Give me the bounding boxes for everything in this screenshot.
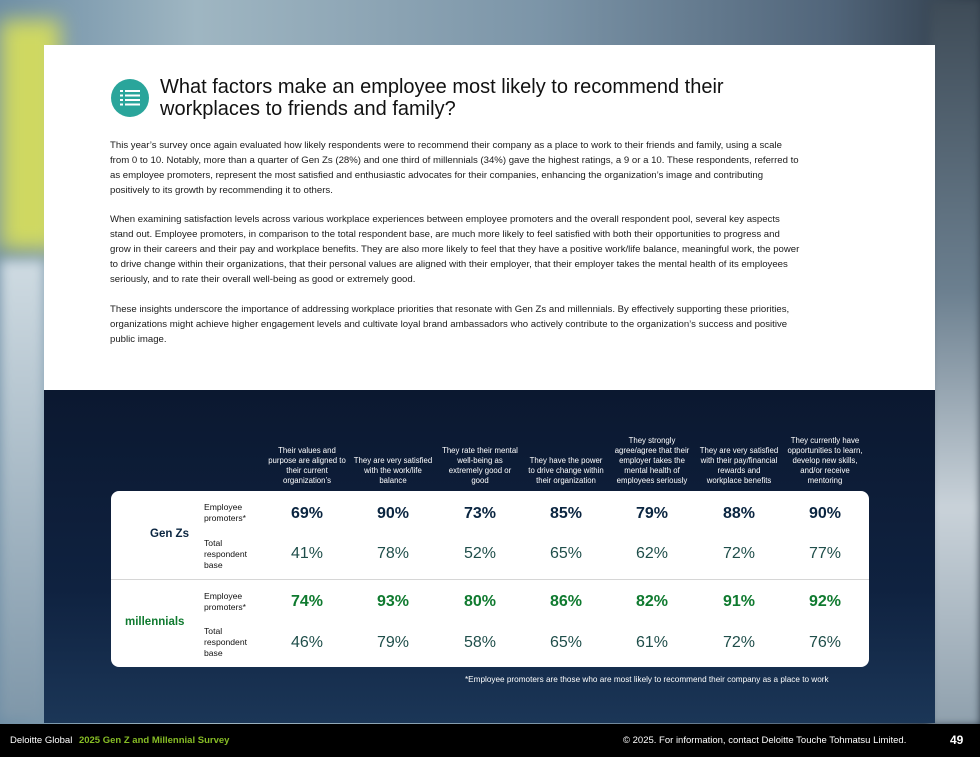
list-icon [111, 79, 149, 117]
millennial-total-value: 65% [549, 634, 583, 651]
group-divider [111, 579, 869, 580]
footer-brand: Deloitte Global [10, 735, 73, 746]
genz-promoter-value: 88% [722, 505, 756, 522]
column-header: They are very satisfied with the work/life balance [353, 456, 433, 485]
background-blur-left [0, 260, 45, 720]
background-blur-right [930, 0, 980, 725]
genz-promoter-value: 90% [808, 505, 842, 522]
millennial-total-value: 46% [290, 634, 324, 651]
millennial-total-value: 61% [635, 634, 669, 651]
genz-total-value: 77% [808, 545, 842, 562]
column-header: They have the power to drive change within their organization [528, 456, 604, 485]
genz-total-value: 72% [722, 545, 756, 562]
group-label-genz: Gen Zs [150, 528, 189, 540]
millennial-promoter-value: 91% [722, 593, 756, 610]
row-label-promoters: Employee promoters* [204, 502, 247, 523]
footer-brand-line [10, 735, 229, 746]
insights-paragraph: These insights underscore the importance of addressing workplace priorities that resonate with Gen Zs and millennials. By effectively supporting these priorities, organizations might achieve higher engagement levels and cultivate loyal brand ambassadors who actively contribute to the organization’s success and positive public image. [110, 304, 790, 345]
column-header: They rate their mental well-being as extremely good or good [442, 446, 518, 485]
millennial-total-value: 72% [722, 634, 756, 651]
millennial-promoter-value: 74% [290, 593, 324, 610]
column-header: They currently have opportunities to learn, develop new skills, and/or receive mentoring [787, 436, 863, 485]
millennial-promoter-value: 86% [549, 593, 583, 610]
genz-total-value: 65% [549, 545, 583, 562]
millennial-total-value: 79% [376, 634, 410, 651]
genz-total-value: 62% [635, 545, 669, 562]
footnote: *Employee promoters are those who are most likely to recommend their company as a place to work [465, 675, 829, 684]
intro-paragraph: This year’s survey once again evaluated how likely respondents were to recommend their company as a place to work to their friends and family, using a scale from 0 to 10. Notably, more than a quarter of Gen Zs (28%) and one third of millennials (34%) gave the highest ratings, a 9 or a 10. These respondents, referred to as employee promoters, represent the most satisfied and enthusiastic advocates for their companies, enhancing the organization’s image and contributing positively to its growth by recommending it to others. [110, 140, 799, 196]
findings-paragraph: When examining satisfaction levels across various workplace experiences between employee promoters and the overall respondent pool, several key aspects stand out. Employee promoters, in comparison to the total respondent base, are much more likely to feel satisfied with both their opportunities to progress and grow in their careers and their pay and workplace benefits. They are also more likely to feel that they have a positive work/life balance, meaningful work, the power to drive change within their organizations, that their personal values are aligned with their employer, that their employer takes the mental health of its employees seriously, and to rate their overall well-being as good or extremely good. [110, 214, 800, 285]
genz-promoter-value: 69% [290, 505, 324, 522]
footer-survey-title: 2025 Gen Z and Millennial Survey [78, 735, 230, 746]
genz-promoter-value: 79% [635, 505, 669, 522]
column-header: They strongly agree/agree that their employer takes the mental health of employees seriously [614, 436, 690, 485]
genz-promoter-value: 90% [376, 505, 410, 522]
genz-promoter-value: 85% [549, 505, 583, 522]
millennial-total-value: 58% [463, 634, 497, 651]
group-label-millennials: millennials [125, 616, 185, 628]
page-number: 49 [950, 733, 964, 747]
millennial-promoter-value: 80% [463, 593, 497, 610]
column-header: Their values and purpose are aligned to their current organization’s [268, 446, 346, 485]
row-label-total: Total respondent base [204, 626, 248, 658]
footer-copyright: © 2025. For information, contact Deloitte Touche Tohmatsu Limited. [623, 735, 907, 746]
row-label-promoters: Employee promoters* [204, 591, 247, 612]
row-label-total: Total respondent base [204, 538, 248, 570]
millennial-promoter-value: 92% [808, 593, 842, 610]
page-footer [0, 724, 980, 757]
genz-total-value: 52% [463, 545, 497, 562]
page-title: What factors make an employee most likely to recommend their workplaces to friends and family? [160, 76, 724, 120]
millennial-promoter-value: 82% [635, 593, 669, 610]
genz-total-value: 41% [290, 545, 324, 562]
genz-promoter-value: 73% [463, 505, 497, 522]
genz-total-value: 78% [376, 545, 410, 562]
millennial-promoter-value: 93% [376, 593, 410, 610]
millennial-total-value: 76% [808, 634, 842, 651]
column-header: They are very satisfied with their pay/financial rewards and workplace benefits [699, 446, 779, 485]
